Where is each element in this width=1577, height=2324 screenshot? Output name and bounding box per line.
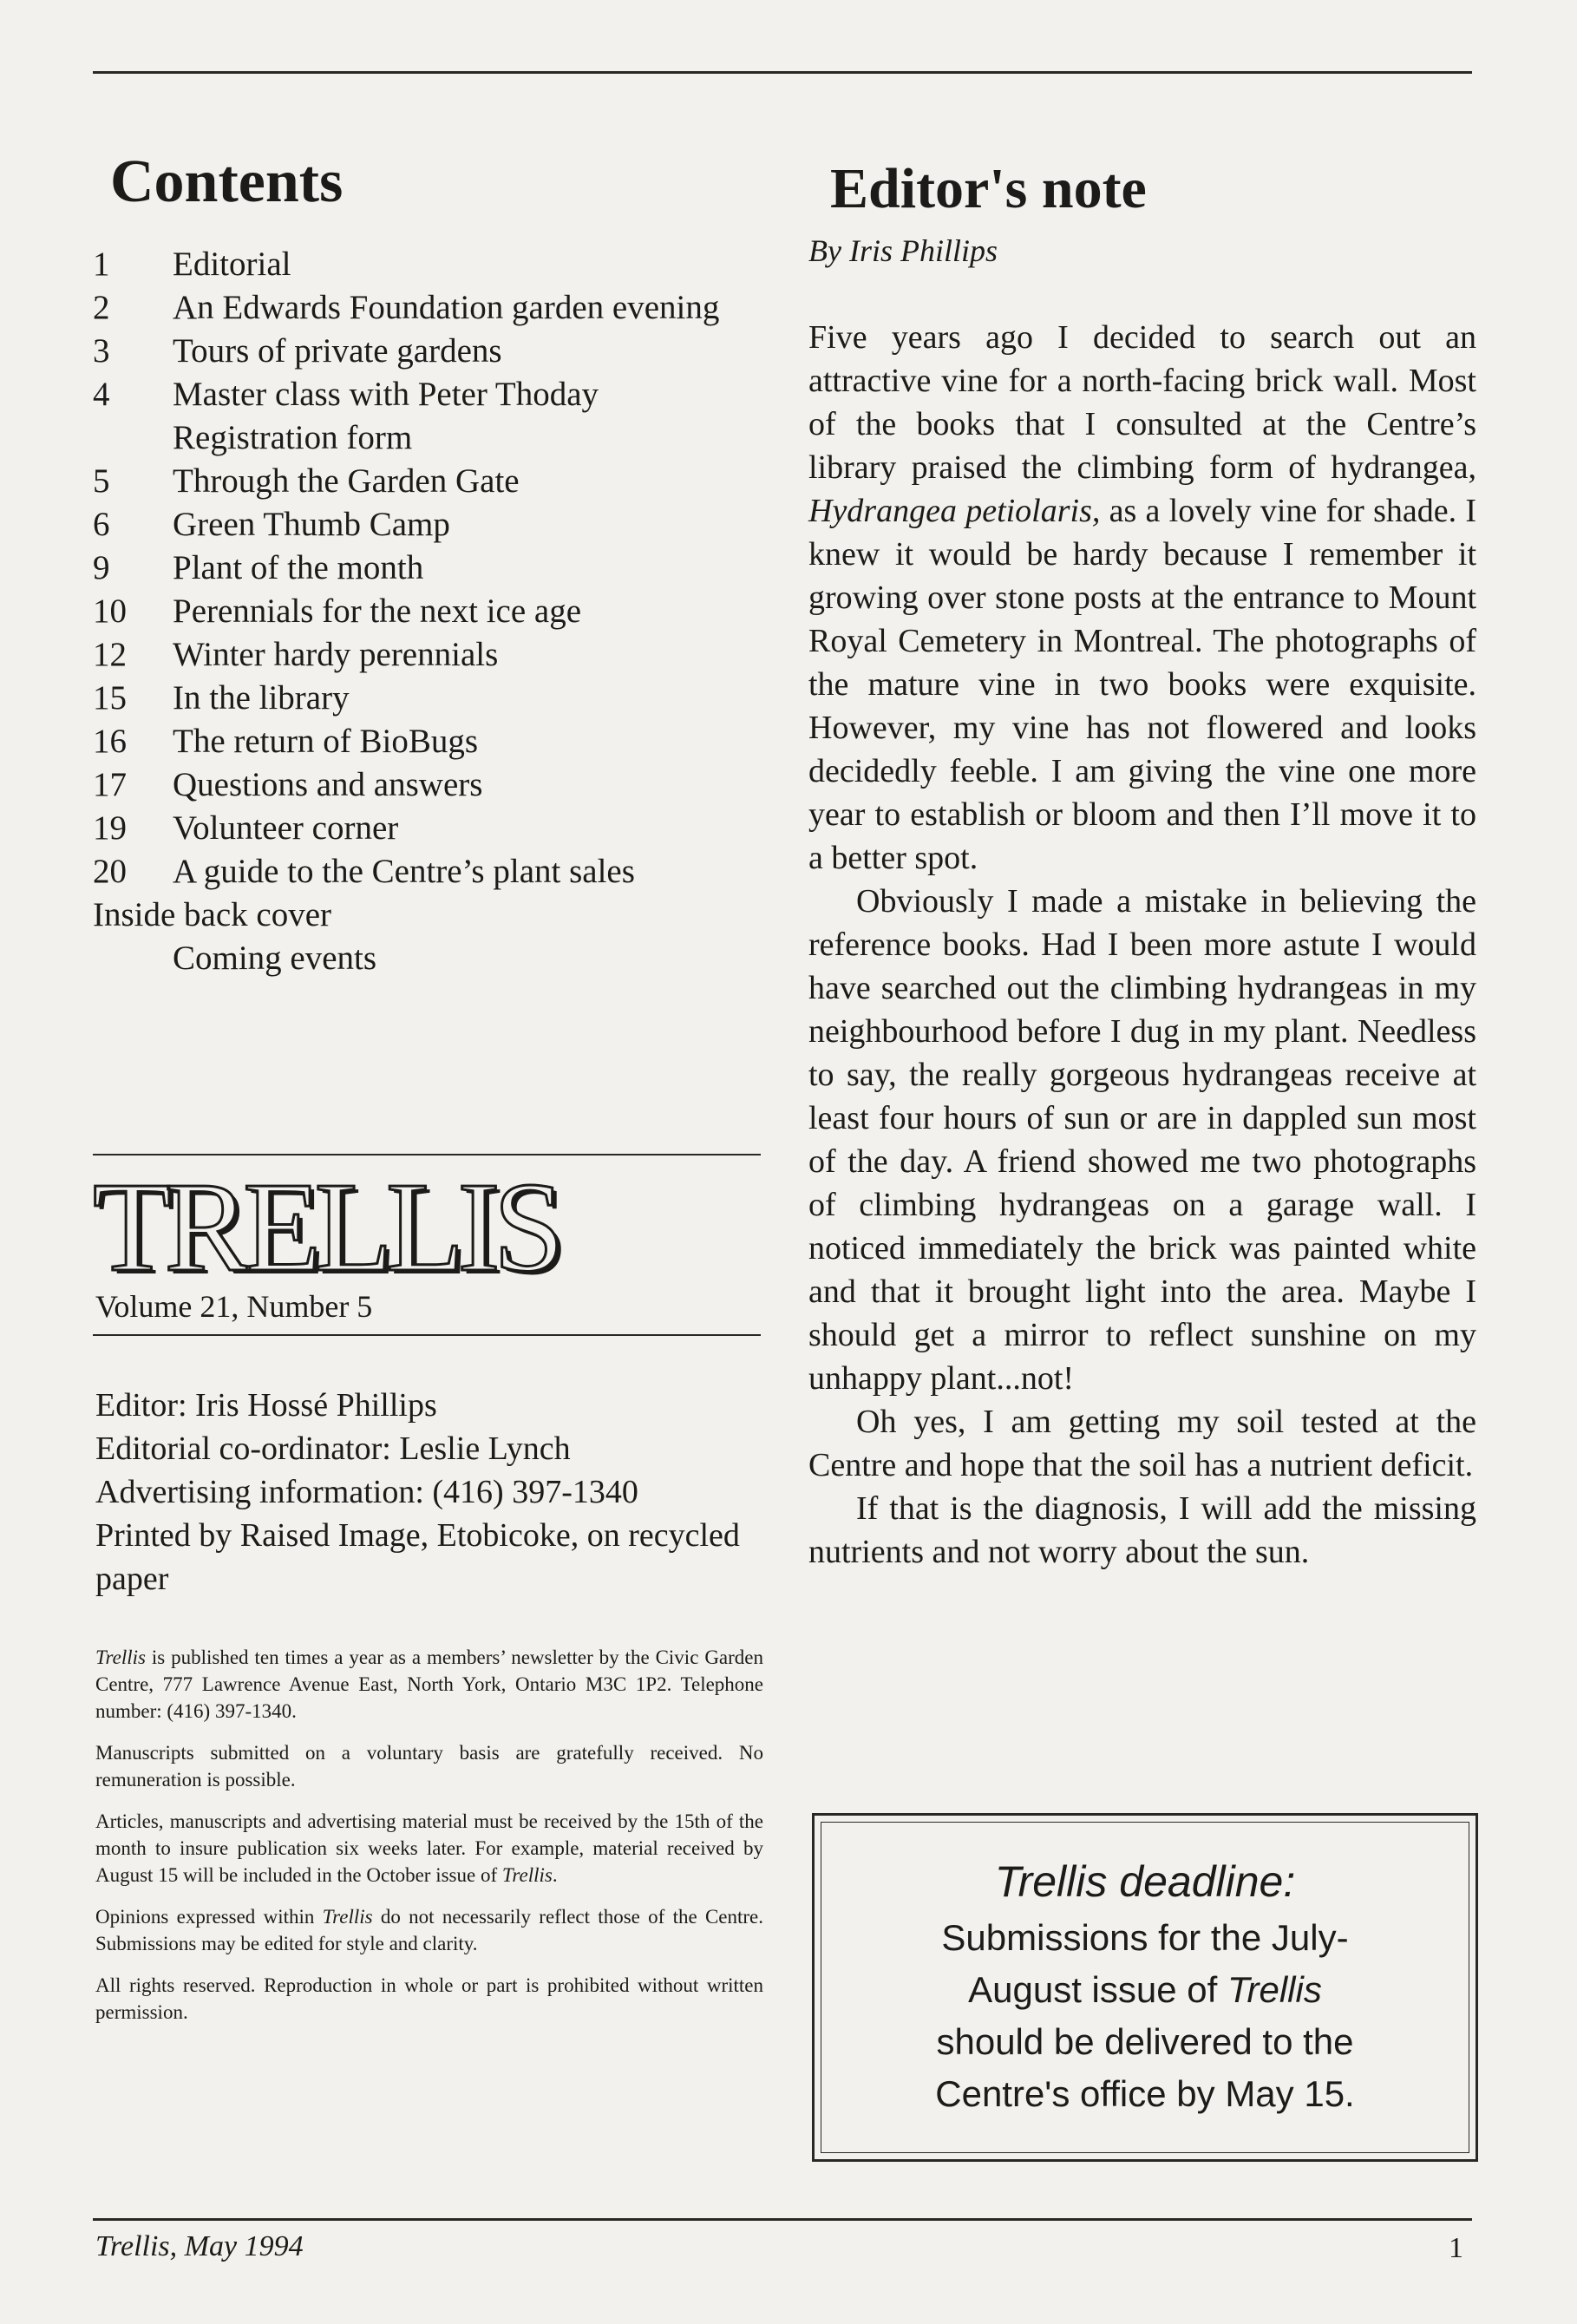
editor-credit: Editor: Iris Hossé Phillips <box>95 1387 437 1424</box>
toc-page-number: 16 <box>93 723 127 760</box>
volume-number: Volume 21, Number 5 <box>95 1289 373 1324</box>
toc-item-title: Perennials for the next ice age <box>173 592 582 630</box>
toc-item-title: Winter hardy perennials <box>173 636 499 673</box>
toc-item-title: The return of BioBugs <box>173 723 479 760</box>
toc-page-number <box>93 416 173 460</box>
toc-item[interactable] <box>93 330 761 373</box>
toc-item-title: Master class with Peter Thoday <box>173 376 599 413</box>
contents-section <box>93 147 761 980</box>
toc-item[interactable] <box>93 286 761 330</box>
printer-credit: Printed by Raised Image, Etobicoke, on recycled paper <box>95 1517 740 1597</box>
toc-item-title: Volunteer corner <box>173 809 399 847</box>
toc-item-title: Through the Garden Gate <box>173 462 520 500</box>
toc-back-cover-label: Inside back cover <box>93 896 332 933</box>
toc-item[interactable] <box>93 807 761 850</box>
trellis-logo: TRELLIS <box>93 1156 558 1299</box>
toc-page-number: 5 <box>93 462 110 500</box>
rights-notice: All rights reserved. Reproduction in whole or part is prohibited without written permission. <box>95 1974 763 2023</box>
toc-item-title: Plant of the month <box>173 549 424 586</box>
toc-page-number: 2 <box>93 289 110 326</box>
toc-item[interactable] <box>93 677 761 720</box>
editors-note-body <box>808 316 1476 1574</box>
footer-rule <box>93 2218 1472 2221</box>
page-number: 1 <box>1449 2232 1463 2264</box>
toc-item-title: In the library <box>173 679 350 717</box>
toc-item[interactable] <box>93 850 761 894</box>
toc-item-title: Registration form <box>173 419 413 456</box>
masthead-rule-bottom <box>93 1334 761 1336</box>
coordinator-credit: Editorial co-ordinator: Leslie Lynch <box>95 1430 571 1467</box>
toc-page-number: 9 <box>93 549 110 586</box>
toc-item[interactable] <box>93 460 761 503</box>
toc-item[interactable] <box>93 720 761 763</box>
toc-item-title: Questions and answers <box>173 766 483 803</box>
toc-item[interactable] <box>93 373 761 416</box>
toc-page-number: 4 <box>93 376 110 413</box>
footer-issue: Trellis, May 1994 <box>95 2230 304 2262</box>
toc-item[interactable] <box>93 503 761 547</box>
toc-item[interactable] <box>93 547 761 590</box>
toc-item[interactable] <box>93 243 761 286</box>
opinions-disclaimer: Opinions expressed within Trellis do not necessarily reflect those of the Centre. Submissions may be edited for style and clarity. <box>95 1906 764 1954</box>
advertising-info: Advertising information: (416) 397-1340 <box>95 1474 638 1510</box>
deadline-text: Submissions for the July- August issue of Trellis should be delivered to the Centre's office by May 15. <box>935 1917 1355 2114</box>
publication-fineprint <box>95 1644 763 2040</box>
toc-item-title: Tours of private gardens <box>173 332 502 370</box>
toc-item-title: A guide to the Centre’s plant sales <box>173 853 635 890</box>
toc-item[interactable] <box>93 937 761 980</box>
toc-page-number: 17 <box>93 766 127 803</box>
paragraph: Obviously I made a mistake in believing the reference books. Had I been more astute I would have searched out the climbing hydrangeas in my neighbourhood before I dug in my plant. Needless to say, the really gorgeous hydrangeas receive at least four hours of sun or are in dappled sun most of the day. A friend showed me two photographs of climbing hydrangeas on a garage wall. I noticed immediately the brick was painted white and that it brought light into the area. Maybe I should get a mirror to reflect sunshine on my unhappy plant...not! <box>808 883 1476 1397</box>
toc-page-number: 6 <box>93 506 110 543</box>
deadline-heading: Trellis deadline: <box>994 1857 1296 1906</box>
deadline-policy: Articles, manuscripts and advertising material must be received by the 15th of the month to insure publication six weeks later. For example, material received by August 15 will be included in the October issue of Trellis. <box>95 1810 763 1886</box>
top-rule <box>93 71 1472 74</box>
toc-item[interactable] <box>93 590 761 633</box>
toc-page-number: 1 <box>93 245 110 283</box>
masthead-rule-top <box>93 1154 761 1155</box>
byline: By Iris Phillips <box>808 233 998 268</box>
toc-page-number: 20 <box>93 853 127 890</box>
toc-page-number: 3 <box>93 332 110 370</box>
table-of-contents <box>93 243 761 980</box>
toc-page-number: 10 <box>93 592 127 630</box>
toc-item-title: Editorial <box>173 245 291 283</box>
contents-title: Contents <box>110 148 344 215</box>
toc-item[interactable] <box>93 633 761 677</box>
toc-page-number: 19 <box>93 809 127 847</box>
paragraph: If that is the diagnosis, I will add the missing nutrients and not worry about the sun. <box>808 1490 1476 1570</box>
toc-page-number: 15 <box>93 679 127 717</box>
editors-note-section <box>808 154 1476 1574</box>
deadline-box <box>812 1813 1478 2162</box>
manuscripts-note: Manuscripts submitted on a voluntary basis are gratefully received. No remuneration is possible. <box>95 1742 763 1790</box>
toc-item-title: Green Thumb Camp <box>173 506 450 543</box>
toc-item-title: An Edwards Foundation garden evening <box>173 289 720 326</box>
masthead-credits <box>95 1384 763 1601</box>
toc-item-title: Coming events <box>173 939 377 977</box>
toc-page-number: 12 <box>93 636 127 673</box>
paragraph: Five years ago I decided to search out an attractive vine for a north-facing brick wall. Most of the books that I consulted at the Centre’s library praised the climbing form of hydrangea, Hydrangea petiolaris, as a lovely vine for shade. I knew it would be hardy because I remember it growing over stone posts at the entrance to Mount Royal Cemetery in Montreal. The photographs of the mature vine in two books were exquisite. However, my vine has not flowered and looks decidedly feeble. I am giving the vine one more year to establish or bloom and then I’ll move it to a better spot. <box>808 319 1476 876</box>
toc-item[interactable] <box>93 763 761 807</box>
editors-note-title: Editor's note <box>830 157 1147 220</box>
toc-item[interactable] <box>93 416 761 460</box>
publication-info: Trellis is published ten times a year as a members’ newsletter by the Civic Garden Centre, 777 Lawrence Avenue East, North York, Ontario M3C 1P2. Telephone number: (416) 397-1340. <box>95 1646 763 1722</box>
paragraph: Oh yes, I am getting my soil tested at the Centre and hope that the soil has a nutrient deficit. <box>808 1404 1476 1483</box>
